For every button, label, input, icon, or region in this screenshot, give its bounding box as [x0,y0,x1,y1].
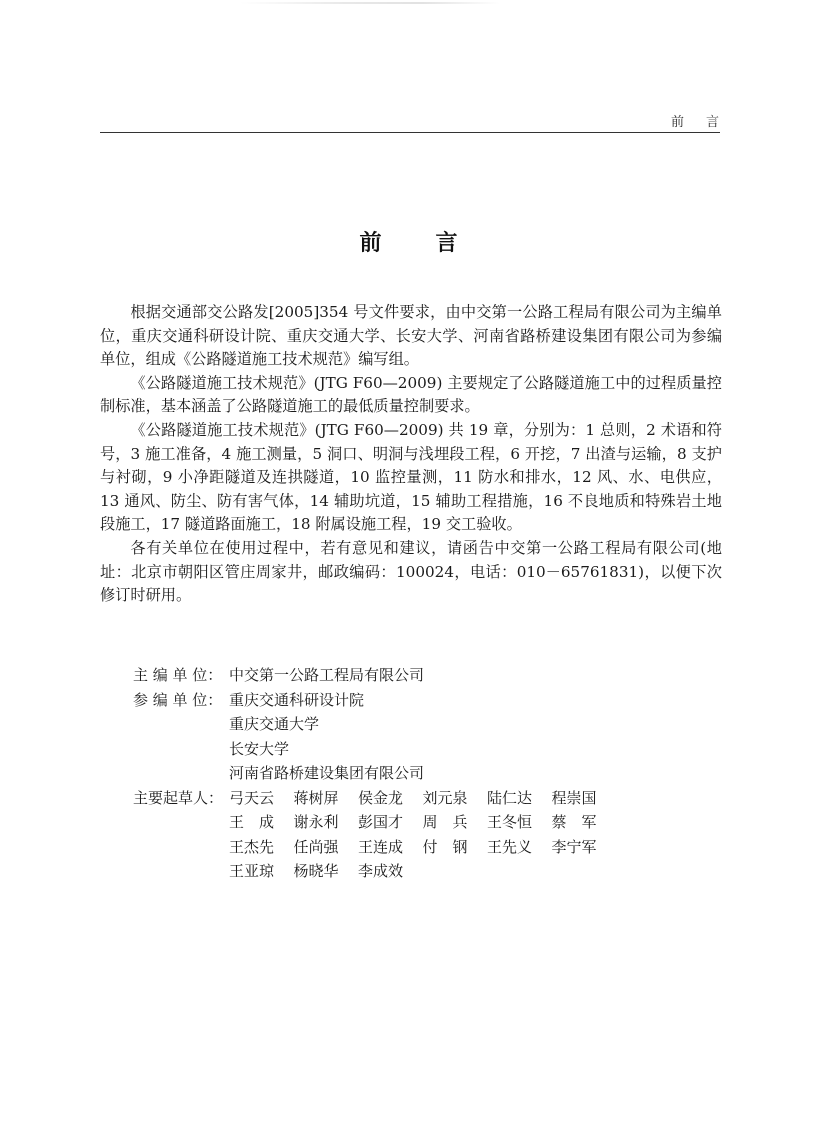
paragraph-chapters: 《公路隧道施工技术规范》(JTG F60—2009) 共 19 章，分别为：1 总则，2 术语和符号，3 施工准备，4 施工测量，5 洞口、明洞与浅埋段工程，6 开挖，7 出渣与运输，8 支护与衬砌，9 小净距隧道及连拱隧道，10 监控量测，11 防水和排水，12 风、水、电供应，13 通风、防尘、防有害气体，14 辅助坑道，15 辅助工程措施，16 不良地质和特殊岩土地段施工，17 隧道路面施工，18 附属设施工程，19 交工验收。 [100,420,722,534]
drafter-name: 蒋树屏 [293,788,339,807]
drafter-name: 周 兵 [422,813,468,831]
participating-units-list [229,688,424,786]
header-rule [100,132,720,133]
page-title: 前言 [359,231,512,256]
drafter-name: 谢永利 [293,813,339,831]
drafter-name: 李宁军 [551,837,597,856]
drafter-name: 任尚强 [293,837,339,856]
participating-unit: 河南省路桥建设集团有限公司 [229,764,425,782]
running-header: 前言 [670,115,741,130]
drafter-name: 王连成 [358,837,404,856]
drafters-row [133,786,616,884]
drafters-label: 主要起草人： [133,788,224,807]
drafters-names-grid [229,786,616,884]
paragraph-compilation-basis: 根据交通部交公路发[2005]354 号文件要求，由中交第一公路工程局有限公司为主编单位，重庆交通科研设计院、重庆交通大学、长安大学、河南省路桥建设集团有限公司为参编单位，组成《公路隧道施工技术规范》编写组。 [100,303,722,369]
preface-body [100,301,722,608]
chief-editor-units [229,663,424,688]
drafter-name: 杨晓华 [293,862,339,880]
drafter-name: 王亚琼 [229,862,275,880]
paragraph-feedback: 各有关单位在使用过程中，若有意见和建议，请函告中交第一公路工程局有限公司(地址：北京市朝阳区管庄周家井，邮政编码：100024，电话：010－65761831)，以便下次修订时研用。 [100,538,722,605]
drafter-name: 刘元泉 [422,788,468,807]
drafter-name: 王冬恒 [487,813,533,831]
participating-unit: 长安大学 [229,739,290,758]
drafter-name: 程崇国 [551,788,597,807]
chief-editor-label: 主 编 单 位： [133,666,223,684]
drafter-name: 王杰先 [229,837,275,856]
participating-unit: 重庆交通大学 [229,715,320,733]
participating-units-row [133,688,616,786]
drafter-name: 弓天云 [229,788,275,807]
drafter-name: 付 钢 [422,837,468,856]
drafter-name: 侯金龙 [358,788,404,807]
drafter-name: 李成效 [358,862,404,880]
chief-editor-unit: 中交第一公路工程局有限公司 [229,666,425,684]
scan-artifact [240,2,500,4]
participating-units-label: 参 编 单 位： [133,690,223,709]
drafter-name: 陆仁达 [487,788,533,807]
chief-editor-row [133,663,616,688]
participating-unit: 重庆交通科研设计院 [229,690,365,709]
credits-section [133,663,616,884]
drafter-name: 王先义 [487,837,533,856]
paragraph-scope: 《公路隧道施工技术规范》(JTG F60—2009) 主要规定了公路隧道施工中的过程质量控制标准，基本涵盖了公路隧道施工的最低质量控制要求。 [100,373,722,416]
drafter-name: 王 成 [229,813,275,831]
drafter-name: 蔡 军 [551,813,597,831]
drafter-name: 彭国才 [358,813,404,831]
